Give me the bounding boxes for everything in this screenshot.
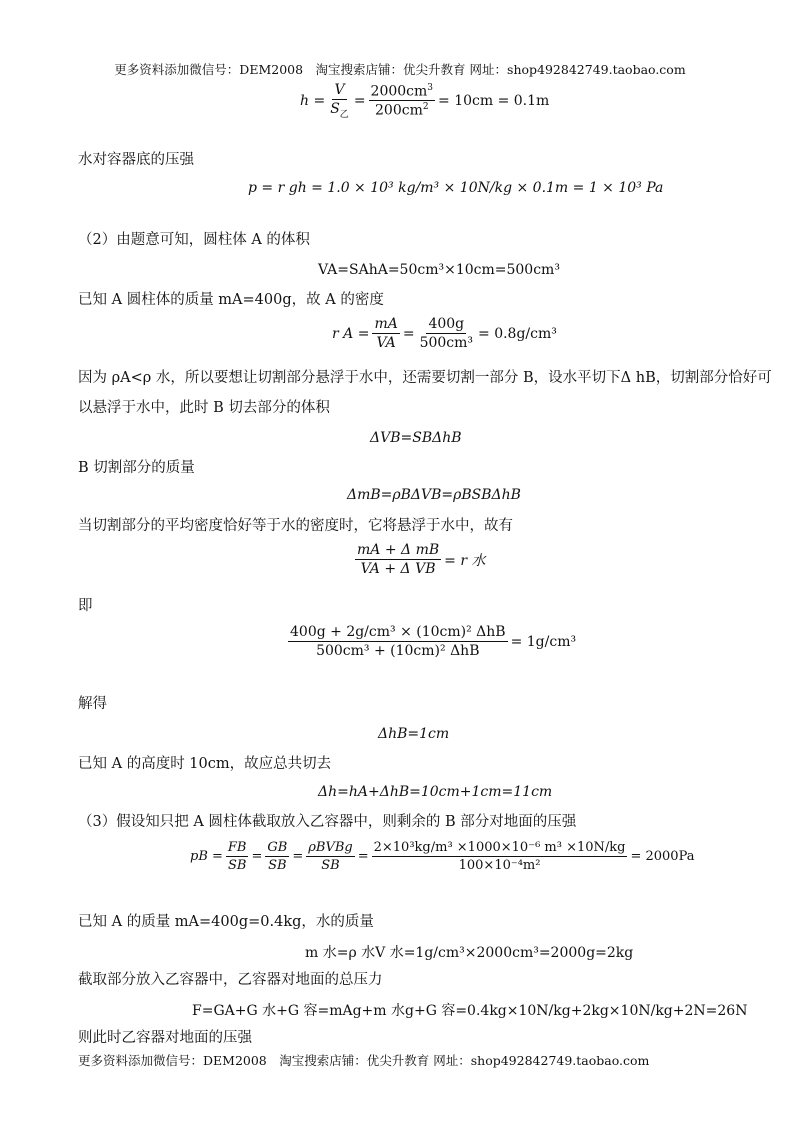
equation-height: h = $\frac{V}{S_乙}$ = $\frac{2000cm^3}{200cm^2}$ = 10cm = 0.1m (300, 82, 550, 120)
text-total-force: 截取部分放入乙容器中，乙容器对地面的总压力 (78, 972, 383, 988)
text-mass-b: B 切割部分的质量 (78, 460, 195, 476)
text-condition-line1: 因为 ρA<ρ 水，所以要想让切割部分悬浮于水中，还需要切割一部分 B，设水平切下Δ hB，切割部分恰好可 (78, 370, 772, 386)
equation-total-cut: Δh=hA+ΔhB=10cm+1cm=11cm (318, 784, 553, 800)
equation-pressure-b: pB = $\frac{FB}{SB}$ = $\frac{GB}{SB}$ = $\frac{\text{ρBVBg}}{SB}$ = $\frac{\text{2×10³kg/m³ ×1000×10⁻⁶ m³ ×10N/kg}}{\text{100×10⁻⁴m²}}$ = 2000Pa (190, 840, 695, 873)
equation-delta-mb: ΔmB=ρBΔVB=ρBSBΔhB (347, 487, 521, 503)
text-mass-water: 已知 A 的质量 mA=400g=0.4kg，水的质量 (78, 914, 374, 930)
equation-substituted: $\frac{\text{400g + 2g/cm³ × (10cm)² ΔhB}}{\text{500cm³ + (10cm)² ΔhB}}$ = 1g/cm³ (290, 624, 577, 659)
page-header: 更多资料添加微信号：DEM2008 淘宝搜索店铺：优尖升教育 网址：shop492842749.taobao.com (114, 62, 686, 77)
equation-result-hb: ΔhB=1cm (378, 726, 450, 742)
text-pressure-container: 则此时乙容器对地面的压强 (78, 1030, 252, 1046)
equation-water-mass: m 水=ρ 水V 水=1g/cm³×2000cm³=2000g=2kg (305, 945, 634, 961)
equation-total-force: F=GA+G 水+G 容=mAg+m 水g+G 容=0.4kg×10N/kg+2kg×10N/kg+2N=26N (192, 1003, 748, 1019)
equation-density-a: r A = $\frac{mA}{VA}$ = $\frac{400g}{\text{500cm³}}$ = 0.8g/cm³ (332, 316, 557, 351)
equation-delta-vb: ΔVB=SBΔhB (370, 430, 462, 446)
text-ji: 即 (78, 598, 93, 614)
text-average-density: 当切割部分的平均密度恰好等于水的密度时，它将悬浮于水中，故有 (78, 518, 513, 534)
text-mass-a: 已知 A 圆柱体的质量 mA=400g，故 A 的密度 (78, 292, 384, 308)
equation-pressure: p = r gh = 1.0 × 10³ kg/m³ × 10N/kg × 0.1m = 1 × 10³ Pa (248, 180, 664, 196)
text-part2: （2）由题意可知，圆柱体 A 的体积 (78, 232, 310, 248)
eq1-lhs: h = (300, 92, 326, 109)
text-part3: （3）假设知只把 A 圆柱体截取放入乙容器中，则剩余的 B 部分对地面的压强 (78, 814, 577, 830)
equation-average-density: $\frac{\text{mA + Δ mB}}{\text{VA + Δ VB}}$ = r 水 (357, 542, 486, 577)
text-condition-line2: 以悬浮于水中，此时 B 切去部分的体积 (78, 400, 330, 416)
equation-volume-a: VA=SAhA=50cm³×10cm=500cm³ (318, 262, 560, 278)
text-pressure-intro: 水对容器底的压强 (78, 152, 194, 168)
text-solve: 解得 (78, 696, 107, 712)
text-height-a: 已知 A 的高度时 10cm，故应总共切去 (78, 756, 332, 772)
page-footer: 更多资料添加微信号：DEM2008 淘宝搜索店铺：优尖升教育 网址：shop492842749.taobao.com (78, 1053, 650, 1068)
